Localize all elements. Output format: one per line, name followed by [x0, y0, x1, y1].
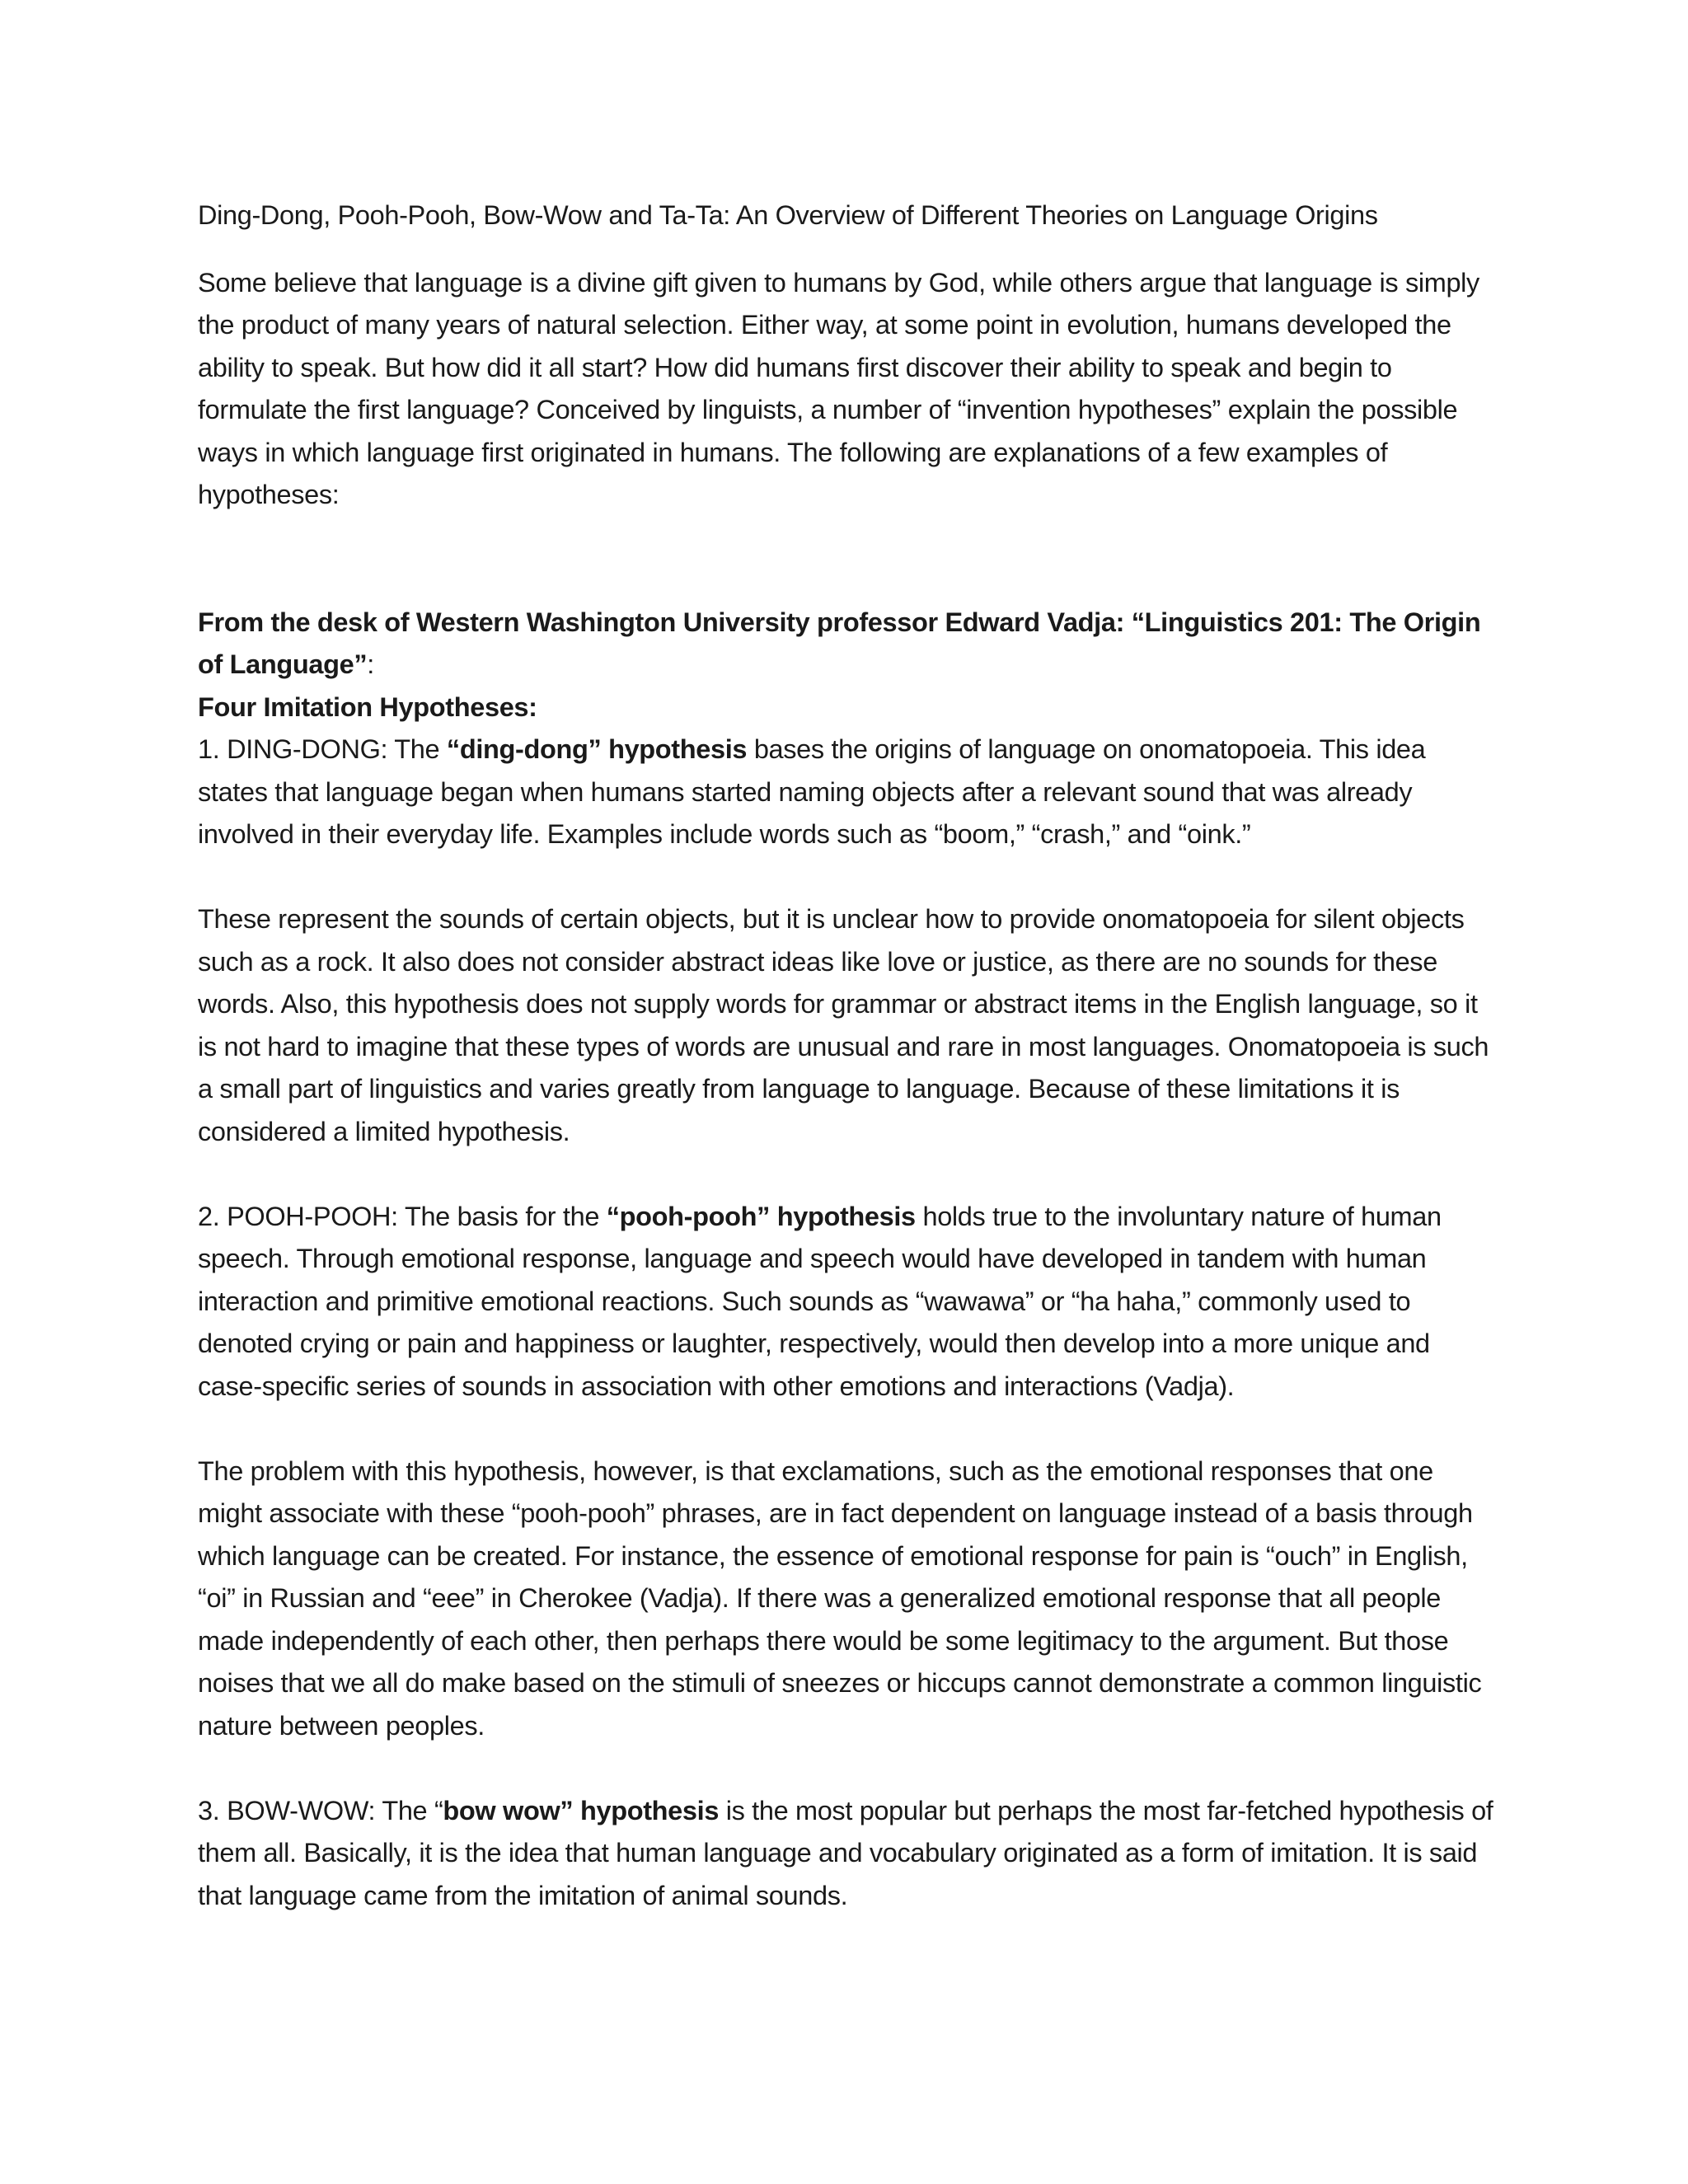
ding-dong-paragraph [198, 729, 1500, 856]
ding-dong-text: bases the origins of language on onomatopoeia. This idea states that language began when humans started naming objects after a relevant sound that was already involved in their everyday life. Examples include words such as “boom,” “crash,” and “oink.” [198, 734, 1426, 849]
ding-dong-term: “ding-dong” hypothesis [446, 734, 748, 764]
bow-wow-paragraph [198, 1790, 1500, 1918]
document-title: Ding-Dong, Pooh-Pooh, Bow-Wow and Ta-Ta: An Overview of Different Theories on Language Origins [198, 200, 1378, 230]
spacer [198, 1408, 1500, 1451]
spacer [198, 517, 1500, 602]
section-heading-text: Four Imitation Hypotheses: [198, 691, 537, 722]
ding-dong-prefix: 1. DING-DONG: The [198, 734, 447, 764]
source-citation: From the desk of Western Washington University professor Edward Vadja: “Linguistics 201: The Origin of Language” [198, 607, 1481, 679]
spacer [198, 1747, 1500, 1790]
pooh-pooh-critique: The problem with this hypothesis, however, is that exclamations, such as the emotional responses that one might associate with these “pooh-pooh” phrases, are in fact dependent on language instead of a basis through which language can be created. For instance, the essence of emotional response for pain is “ouch” in English, “oi” in Russian and “eee” in Cherokee (Vadja). If there was a generalized emotional response that all people made independently of each other, then perhaps there would be some legitimacy to the argument. But those noises that we all do make based on the stimuli of sneezes or hiccups cannot demonstrate a common linguistic nature between peoples. [198, 1455, 1482, 1741]
pooh-pooh-text: holds true to the involuntary nature of human speech. Through emotional response, language and speech would have developed in tandem with human interaction and primitive emotional reactions. Such sounds as “wawawa” or “ha haha,” commonly used to denoted crying or pain and happiness or laughter, respectively, would then develop into a more unique and case-specific series of sounds in association with other emotions and interactions (Vadja). [198, 1201, 1442, 1401]
pooh-pooh-paragraph [198, 1196, 1500, 1408]
bow-wow-prefix: 3. BOW-WOW: The “ [198, 1795, 443, 1825]
spacer [198, 1153, 1500, 1196]
ding-dong-critique: These represent the sounds of certain objects, but it is unclear how to provide onomatopoeia for silent objects such as a rock. It also does not consider abstract ideas like love or justice, as there are no sounds for these words. Also, this hypothesis does not supply words for grammar or abstract items in the English language, so it is not hard to imagine that these types of words are unusual and rare in most languages. Onomatopoeia is such a small part of linguistics and varies greatly from language to language. Because of these limitations it is considered a limited hypothesis. [198, 904, 1489, 1146]
spacer [198, 856, 1500, 899]
document-body [198, 194, 1500, 1917]
bow-wow-text: is the most popular but perhaps the most far-fetched hypothesis of them all. Basically, it is the idea that human language and vocabulary originated as a form of imitation. It is said that language came from the imitation of animal sounds. [198, 1795, 1493, 1910]
bow-wow-term: bow wow” hypothesis [443, 1795, 720, 1825]
source-line [198, 602, 1500, 687]
section-heading [198, 687, 1500, 729]
pooh-pooh-prefix: 2. POOH-POOH: The basis for the [198, 1201, 607, 1231]
source-suffix: : [367, 649, 374, 679]
intro-paragraph: Some believe that language is a divine gift given to humans by God, while others argue that language is simply the product of many years of natural selection. Either way, at some point in evolution, humans developed the ability to speak. But how did it all start? How did humans first discover their ability to speak and begin to formulate the first language? Conceived by linguists, a number of “invention hypotheses” explain the possible ways in which language first originated in humans. The following are explanations of a few examples of hypotheses: [198, 267, 1479, 509]
pooh-pooh-term: “pooh-pooh” hypothesis [606, 1201, 916, 1231]
